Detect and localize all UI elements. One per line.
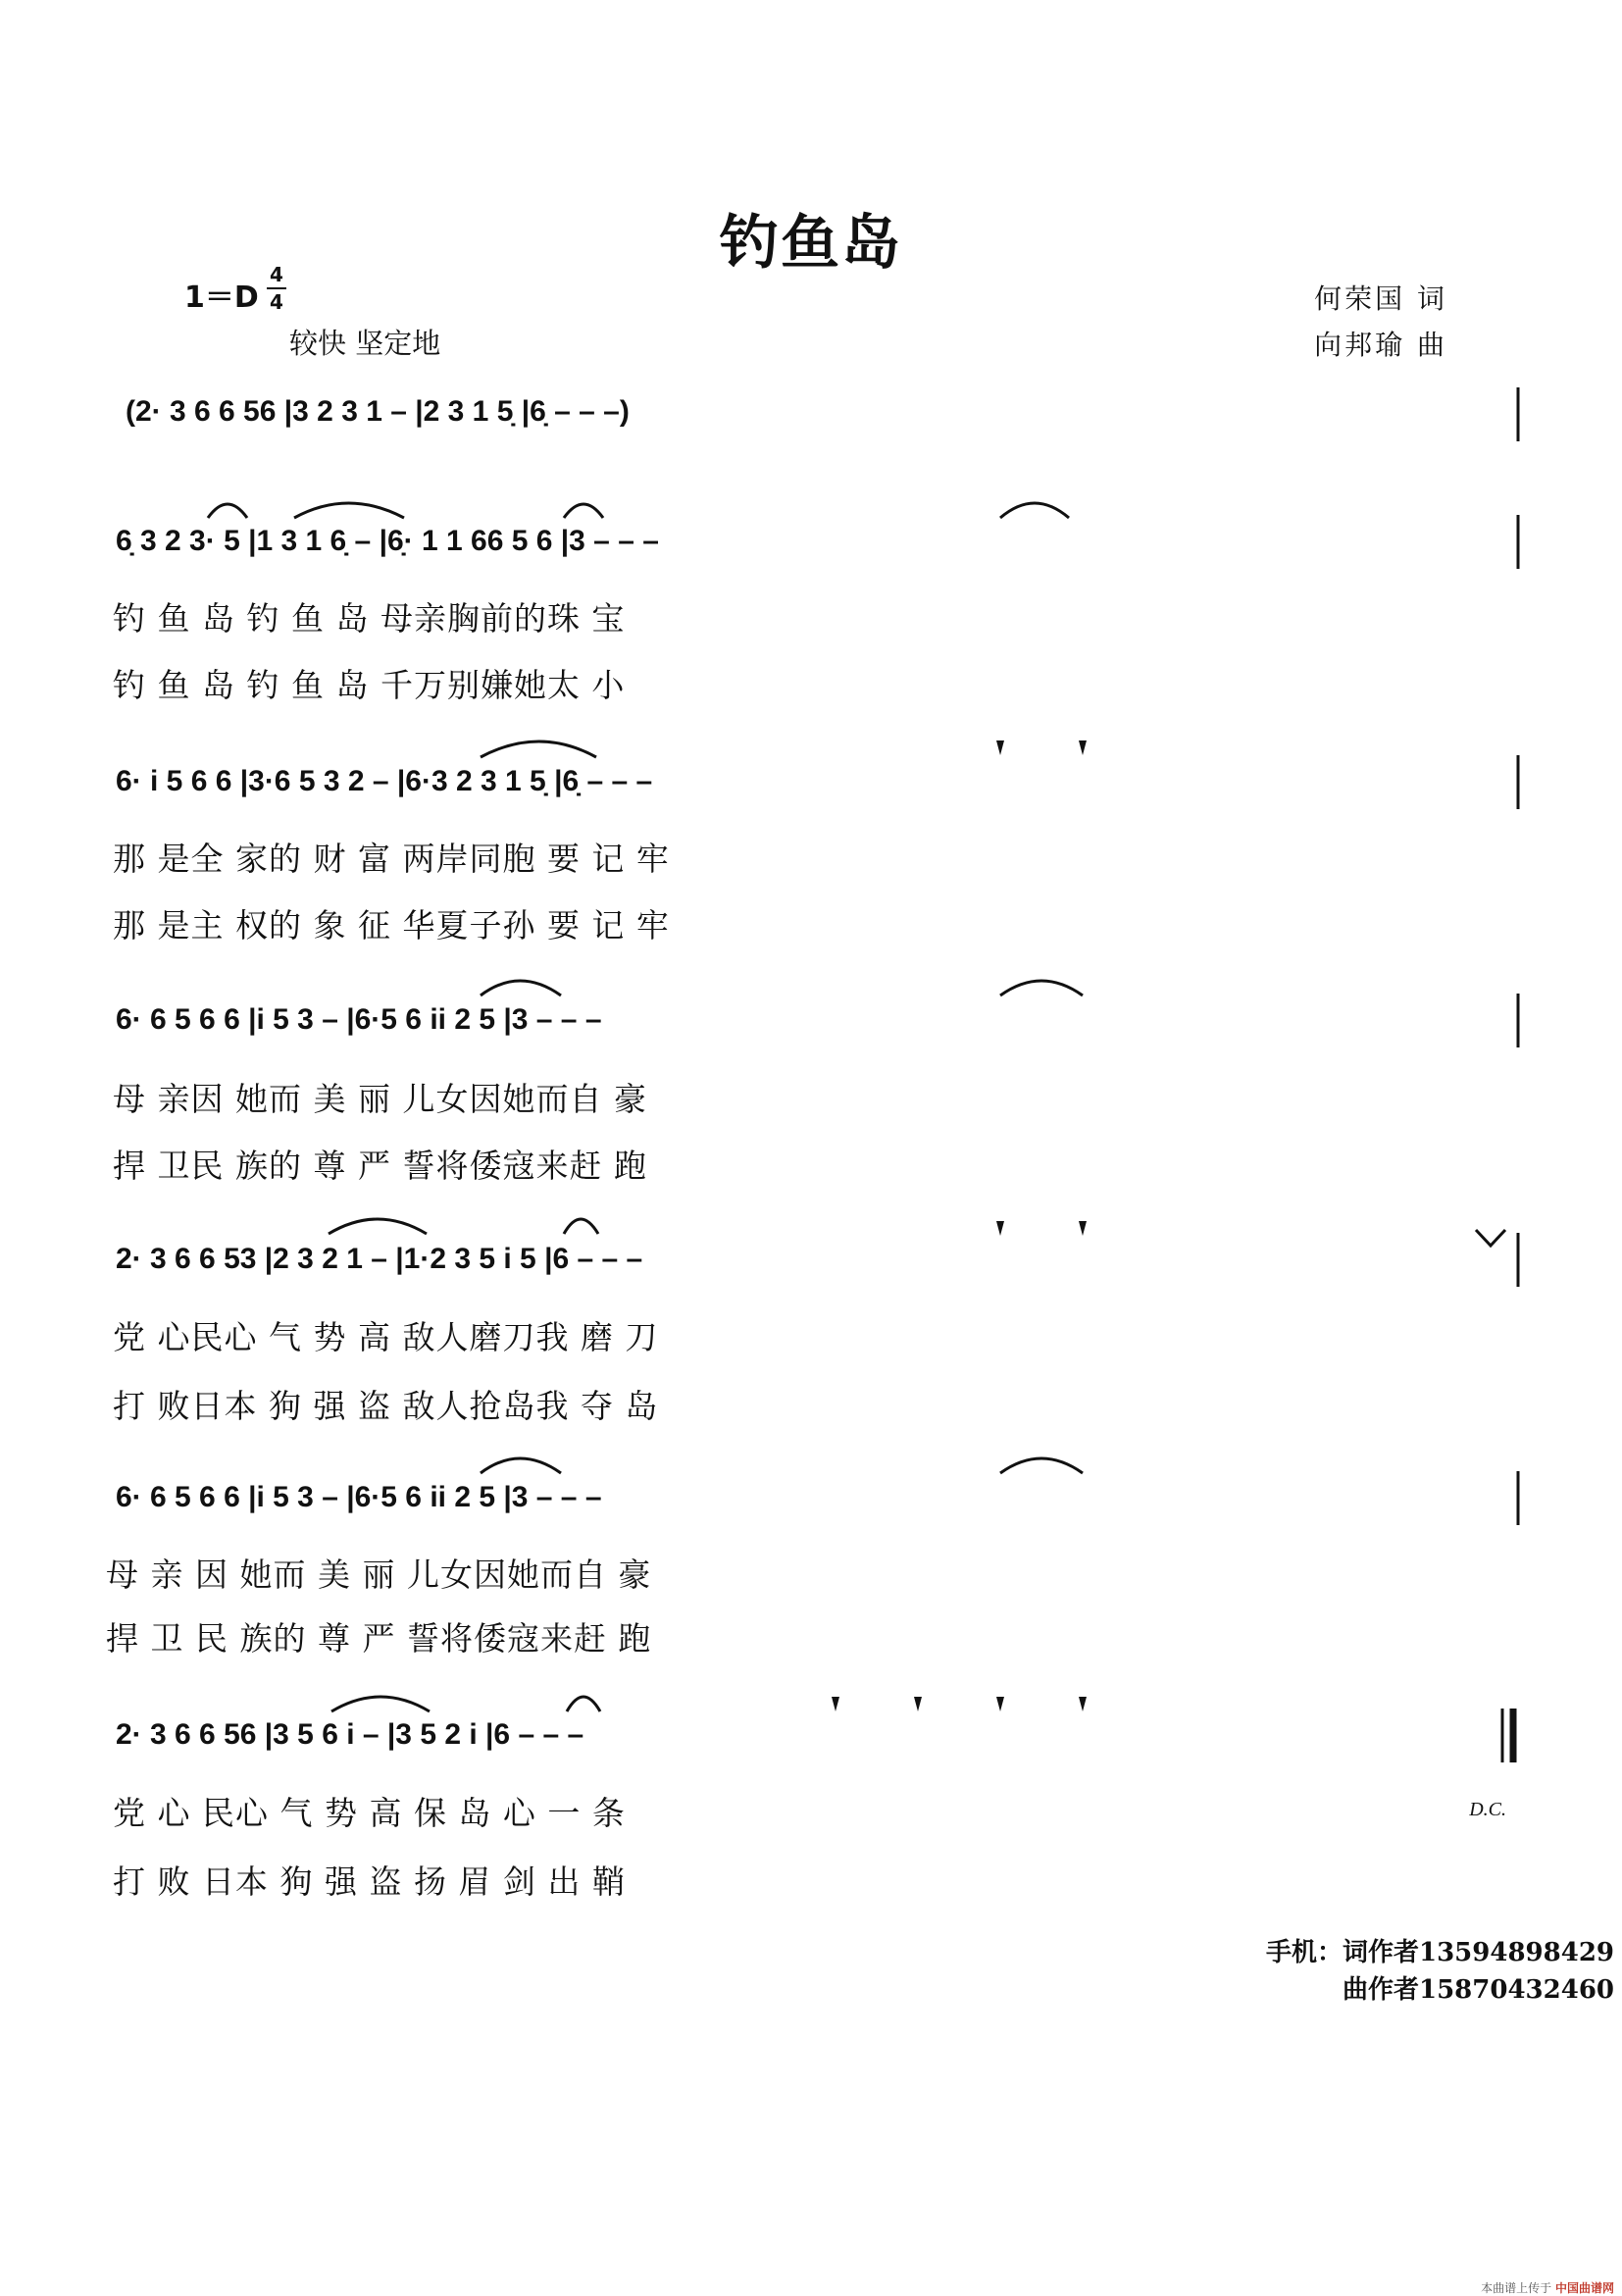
- accent-mark: [1079, 1221, 1087, 1236]
- slur: [208, 504, 247, 518]
- time-signature-bottom: 4: [270, 290, 283, 314]
- da-capo-mark: D.C.: [1469, 1799, 1506, 1820]
- composer-credit: 向邦瑜 曲: [1314, 329, 1447, 361]
- accent-mark: [996, 1221, 1004, 1236]
- notation-row-1: 6̣ 3 2 3· 5 |1 3 1 6̣ – |6̣· 1 1 66 5 6 |3 – – –: [116, 525, 659, 557]
- slur: [481, 981, 561, 995]
- score-title: 钓鱼岛: [720, 209, 902, 278]
- intro-notation: (2· 3 6 6 56 |3 2 3 1 – |2 3 1 5̣ |6̣ – – –): [126, 395, 630, 428]
- accent-mark: [914, 1697, 922, 1711]
- lyric-row-5-verse-1: 母 亲 因 她而 美 丽 儿女因她而自 豪: [106, 1556, 652, 1594]
- accent-mark: [1079, 740, 1087, 755]
- footer-site: 中国曲谱网: [1554, 2281, 1614, 2295]
- slur: [329, 1219, 427, 1234]
- slur: [1000, 981, 1083, 995]
- lyric-row-1-verse-2: 钓 鱼 岛 钓 鱼 岛 千万别嫌她太 小: [113, 666, 626, 704]
- accent-mark: [1079, 1697, 1087, 1711]
- accent-mark: [832, 1697, 839, 1711]
- lyric-row-1-verse-1: 钓 鱼 岛 钓 鱼 岛 母亲胸前的珠 宝: [113, 599, 626, 638]
- slur: [567, 1697, 600, 1711]
- lyric-row-4-verse-2: 打 败日本 狗 强 盗 敌人抢岛我 夺 岛: [113, 1387, 659, 1425]
- slur: [481, 1458, 561, 1473]
- contact-line-1: 手机：词作者13594898429: [1266, 1938, 1614, 1967]
- lyricist-credit: 何荣国 词: [1314, 282, 1447, 315]
- slur: [564, 1219, 598, 1234]
- notation-row-6: 2· 3 6 6 56 |3 5 6 i – |3 5 2 i |6 – – –: [116, 1718, 584, 1751]
- lyric-row-3-verse-2: 捍 卫民 族的 尊 严 誓将倭寇来赶 跑: [113, 1147, 647, 1185]
- accent-mark: [996, 1697, 1004, 1711]
- lyric-row-6-verse-2: 打 败 日本 狗 强 盗 扬 眉 剑 出 鞘: [113, 1862, 626, 1901]
- slur: [1000, 503, 1069, 518]
- breath-mark: [1476, 1230, 1505, 1246]
- slur: [1000, 1458, 1083, 1473]
- notation-row-2: 6· i 5 6 6 |3·6 5 3 2 – |6·3 2 3 1 5̣ |6̣ – – –: [116, 765, 653, 797]
- lyric-row-5-verse-2: 捍 卫 民 族的 尊 严 誓将倭寇来赶 跑: [106, 1619, 652, 1658]
- slur: [331, 1697, 430, 1711]
- lyric-row-4-verse-1: 党 心民心 气 势 高 敌人磨刀我 磨 刀: [113, 1318, 659, 1356]
- contact-line-2: 曲作者15870432460: [1343, 1975, 1614, 2005]
- time-signature-top: 4: [270, 263, 283, 286]
- key-signature: 1＝D: [184, 281, 259, 315]
- lyric-row-2-verse-1: 那 是全 家的 财 富 两岸同胞 要 记 牢: [113, 840, 670, 878]
- slur: [564, 504, 603, 518]
- tempo-marking: 较快 坚定地: [289, 327, 441, 360]
- accent-mark: [996, 740, 1004, 755]
- footer-prefix: 本曲谱上传于: [1481, 2281, 1552, 2295]
- lyric-row-6-verse-1: 党 心 民心 气 势 高 保 岛 心 一 条: [113, 1794, 626, 1832]
- lyric-row-2-verse-2: 那 是主 权的 象 征 华夏子孙 要 记 牢: [113, 906, 670, 944]
- notation-row-4: 2· 3 6 6 53 |2 3 2 1 – |1·2 3 5 i 5 |6 – – –: [116, 1243, 643, 1275]
- notation-row-3: 6· 6 5 6 6 |i 5 3 – |6·5 6 ii 2 5 |3 – – –: [116, 1003, 602, 1036]
- notation-row-5: 6· 6 5 6 6 |i 5 3 – |6·5 6 ii 2 5 |3 – – –: [116, 1481, 602, 1513]
- slur: [294, 503, 404, 518]
- slur: [481, 741, 596, 757]
- lyric-row-3-verse-1: 母 亲因 她而 美 丽 儿女因她而自 豪: [113, 1080, 647, 1118]
